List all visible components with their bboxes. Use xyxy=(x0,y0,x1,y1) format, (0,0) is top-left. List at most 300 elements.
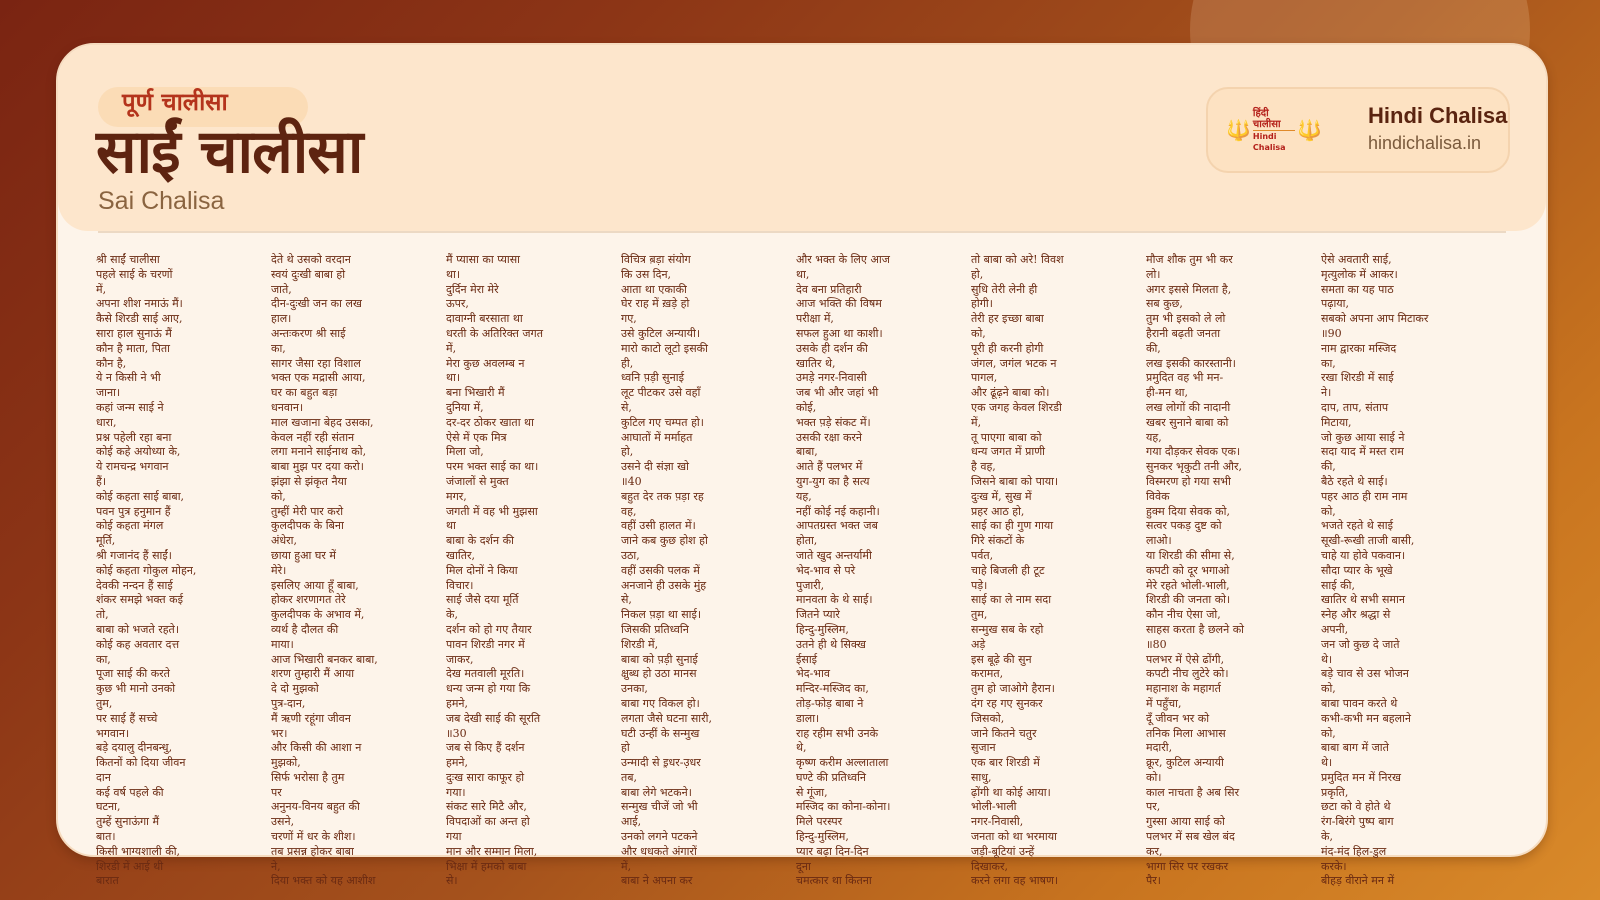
verse-line: ॥90 xyxy=(1321,326,1342,340)
verse-line: बाबा गए विकल हो। xyxy=(621,696,700,710)
verse-line: लाओ। xyxy=(1146,534,1172,548)
verse-line: पर, xyxy=(1146,800,1161,814)
verse-line: दंग रह गए सुनकर xyxy=(971,696,1043,710)
verse-line: बाबा लेगे भटकने। xyxy=(621,785,692,799)
verse-line: भक्त एक मद्रासी आया, xyxy=(271,371,366,385)
verse-line: उठा, xyxy=(621,548,640,562)
verse-line: वह, xyxy=(621,504,637,518)
verse-line: धन्य जगत में प्राणी xyxy=(971,445,1045,459)
verse-line: यह, xyxy=(1146,430,1162,444)
verse-line: जो कुछ आया साई ने xyxy=(1321,430,1405,444)
verse-line: था। xyxy=(446,371,461,385)
verse-line: सफल हुआ था काशी। xyxy=(796,326,883,340)
verse-line: भगवान। xyxy=(96,726,130,740)
verse-line: भेद-भाव xyxy=(796,667,830,681)
verse-line: तो, xyxy=(96,608,109,622)
verse-line: गिरे संकटों के xyxy=(971,534,1025,548)
verse-line: स्वयं दुःखी बाबा हो xyxy=(271,267,346,281)
verse-line: बाबा पावन करते थे xyxy=(1321,696,1398,710)
verse-line: मुझको, xyxy=(271,756,301,770)
verse-line: सुधि तेरी लेनी ही xyxy=(971,282,1038,296)
verse-line: लख इसकी कारस्तानी। xyxy=(1146,356,1236,370)
verse-line: मंद-मंद हिल-डुल xyxy=(1321,844,1387,858)
verse-line: राह रहीम सभी उनके xyxy=(796,726,879,740)
verse-line: अपनी, xyxy=(1321,622,1349,636)
verse-line: में, xyxy=(446,341,457,355)
verse-line: शिरडी की जनता को। xyxy=(1146,593,1231,607)
verse-line: नाम द्वारका मस्जिद xyxy=(1321,341,1397,355)
verse-line: से। xyxy=(446,874,458,888)
verse-line: ने, xyxy=(271,859,281,873)
verse-column-3 xyxy=(446,253,621,893)
verse-line: सब कुछ, xyxy=(1146,297,1183,311)
verse-line: सूखी-रूखी ताजी बासी, xyxy=(1321,534,1415,548)
verse-line: हो, xyxy=(621,445,634,459)
verse-line: नहीं कोई नई कहानी। xyxy=(796,504,880,518)
verse-line: जब से किए हैं दर्शन xyxy=(446,741,525,755)
verse-line: बना भिखारी मैं xyxy=(446,386,505,400)
verse-line: जंजालों से मुक्त xyxy=(446,474,509,488)
verse-line: हैं। xyxy=(96,474,107,488)
verse-line: पुत्र-दान, xyxy=(271,696,306,710)
verse-line: सन्मुख सब के रहो xyxy=(971,622,1044,636)
verse-line: प्रहर आठ हो, xyxy=(971,504,1025,518)
verse-line: पहले साई के चरणों xyxy=(96,267,173,281)
verse-line: केवल नहीं रही संतान xyxy=(271,430,355,444)
verse-line: है वह, xyxy=(971,460,996,474)
verse-line: जंगल, जगंल भटक न xyxy=(971,356,1057,370)
verse-line: थे, xyxy=(796,741,807,755)
logo-text-hindi: हिंदी चालीसा xyxy=(1253,108,1295,131)
verse-line: बाबा को प़ड़ी सुनाई xyxy=(621,652,698,666)
verse-line: था xyxy=(446,519,456,533)
verse-line: महानाश के महागर्त xyxy=(1146,682,1221,696)
verse-line: ये रामचन्द्र भगवान xyxy=(96,460,169,474)
verse-line: जिसको, xyxy=(971,711,1005,725)
verse-line: दुःख में, सुख में xyxy=(971,489,1032,503)
verse-line: बारात xyxy=(96,874,119,888)
verse-line: बाबा, xyxy=(796,445,818,459)
verse-line: की, xyxy=(1321,460,1336,474)
verse-line: पुजारी, xyxy=(796,578,825,592)
verse-line: हो, xyxy=(971,267,984,281)
verse-line: कई वर्ष पहले की xyxy=(96,785,164,799)
verse-line: कोई कहता गोकुल मोहन, xyxy=(96,563,197,577)
verse-line: तो बाबा को अरे! विवश xyxy=(971,253,1064,266)
verse-line: तुम्हें सुनाऊंगा मैं xyxy=(96,815,160,829)
verse-line: गया xyxy=(446,830,462,844)
verse-line: कर, xyxy=(1146,844,1163,858)
verse-line: था, xyxy=(796,267,810,281)
brand-logo xyxy=(1226,107,1322,152)
verse-line: को। xyxy=(1146,770,1162,784)
verse-line: बीहड़ वीराने मन में xyxy=(1321,874,1395,888)
page-title-english: Sai Chalisa xyxy=(98,187,225,215)
verse-line: मान और सम्मान मिला, xyxy=(446,844,538,858)
verse-line: उसे कुटिल अन्यायी। xyxy=(621,326,701,340)
verse-line: साई जैसे दया मूर्ति xyxy=(446,593,519,607)
verse-line: कुछ भी मानो उनको xyxy=(96,682,176,696)
verse-line: को, xyxy=(1321,682,1336,696)
verse-line: धरती के अतिरिक्त जगत xyxy=(446,326,543,340)
verse-line: जाने कितने चतुर xyxy=(971,726,1037,740)
verse-line: जन जो कुछ दे जाते xyxy=(1321,637,1400,651)
verse-line: ऊपर, xyxy=(446,297,469,311)
verse-line: कैसे शिरडी साई आए, xyxy=(96,312,183,326)
verse-line: देवकी नन्दन हैं साई xyxy=(96,578,173,592)
verse-line: आता था एकाकी xyxy=(621,282,687,296)
verse-line: विपदाओं का अन्त हो xyxy=(446,815,530,829)
verse-line: व्यर्थ है दौलत की xyxy=(271,622,339,636)
verse-line: सागर जैसा रहा विशाल xyxy=(271,356,361,370)
verse-line: चरणों में धर के शीश। xyxy=(271,830,356,844)
verse-line: पलभर में ऐसे ढोंगी, xyxy=(1146,652,1225,666)
verse-line: लगा मनाने साईनाथ को, xyxy=(271,445,367,459)
verse-column-7 xyxy=(1146,253,1321,893)
verse-line: साधु, xyxy=(971,770,992,784)
verse-line: मिले परस्पर xyxy=(796,815,843,829)
verse-line: प्रश्न पहेली रहा बना xyxy=(96,430,172,444)
verse-line: युग-युग का है सत्य xyxy=(796,474,870,488)
verse-line: गया दौड़कर सेवक एक। xyxy=(1146,445,1241,459)
verse-line: जड़ी-बूटियां उन्हें xyxy=(971,844,1035,858)
verse-line: बहुत देर तक प़ड़ा रह xyxy=(621,489,704,503)
verse-line: में, xyxy=(971,415,982,429)
verse-line: परम भक्त साई का था। xyxy=(446,460,539,474)
verse-line: ॥80 xyxy=(1146,637,1167,651)
verse-line: भेद-भाव से परे xyxy=(796,563,856,577)
verse-line: साई का ले नाम सदा xyxy=(971,593,1052,607)
verse-line: डाला। xyxy=(796,711,820,725)
verse-line: उनका, xyxy=(621,682,648,696)
verse-line: होकर शरणागत तेरे xyxy=(271,593,346,607)
verse-line: वहीं उसकी पलक में xyxy=(621,563,700,577)
verse-line: तू पाएगा बाबा को xyxy=(971,430,1042,444)
verse-line: विवेक xyxy=(1146,489,1170,503)
verse-line: को, xyxy=(1321,726,1336,740)
verse-line: कोई कहता मंगल xyxy=(96,519,164,533)
verse-line: सारा हाल सुनाऊं मैं xyxy=(96,326,172,340)
verse-line: प्यार बढ़ा दिन-दिन xyxy=(796,844,869,858)
verse-line: सदा याद में मस्त राम xyxy=(1321,445,1404,459)
verse-line: तोड़-फोड़ बाबा ने xyxy=(796,696,864,710)
verse-line: ऐसे में एक मित्र xyxy=(446,430,507,444)
verse-line: पढ़ाया, xyxy=(1321,297,1350,311)
verse-line: मिटाया, xyxy=(1321,415,1352,429)
verse-line: खातिर थे सभी समान xyxy=(1321,593,1405,607)
verse-line: मदारी, xyxy=(1146,741,1173,755)
verse-line: तब प्रसन्न होकर बाबा xyxy=(271,844,354,858)
verse-line: एक बार शिरडी में xyxy=(971,756,1040,770)
verse-line: भर। xyxy=(271,726,288,740)
verse-line: भक्त प़ड़े संकट में। xyxy=(796,415,871,429)
verse-column-5 xyxy=(796,253,971,893)
brand-box[interactable] xyxy=(1206,87,1510,173)
verse-line: कपटी नीच लुटेरे को। xyxy=(1146,667,1229,681)
verse-line: रखा शिरडी में साई xyxy=(1321,371,1394,385)
page-title: साईं चालीसा xyxy=(96,117,363,187)
verse-line: में पहुँचा, xyxy=(1146,696,1182,710)
verse-line: के, xyxy=(1321,830,1333,844)
verse-line: कौन है, xyxy=(96,356,127,370)
verse-line: करके। xyxy=(1321,859,1347,873)
verse-line: में, xyxy=(96,282,107,296)
verse-line: सौदा प्यार के भूखे xyxy=(1321,563,1393,577)
verse-line: ही-मन था, xyxy=(1146,386,1188,400)
verse-line: हमने, xyxy=(446,756,469,770)
verse-line: मैं प्यासा का प्यासा xyxy=(446,253,521,266)
verse-line: जितने प्यारे xyxy=(796,608,840,622)
verse-line: घण्टे की प्रतिध्वनि xyxy=(796,770,867,784)
verse-line: ऐसे अवतारी साई, xyxy=(1321,253,1392,266)
verse-line: भोली-भाली xyxy=(971,800,1017,814)
verse-line: अनुनय-विनय बहुत की xyxy=(271,800,360,814)
verse-line: थे। xyxy=(1321,652,1333,666)
verse-line: बाबा को भजते रहते। xyxy=(96,622,179,636)
verse-line: शंकर समझे भक्त कई xyxy=(96,593,183,607)
verse-line: अपना शीश नमाऊं मैं। xyxy=(96,297,183,311)
verse-line: साई का ही गुण गाया xyxy=(971,519,1054,533)
verse-line: ध्वनि प़ड़ी सुनाई xyxy=(621,371,684,385)
verse-line: देव बना प्रतिहारी xyxy=(796,282,862,296)
verse-column-4 xyxy=(621,253,796,893)
verse-line: परीक्षा में, xyxy=(796,312,834,326)
verse-line: अड़े xyxy=(971,637,986,651)
verse-line: बाबा के दर्शन की xyxy=(446,534,514,548)
verse-line: तुम, xyxy=(971,608,988,622)
verse-line: लूट पीटकर उसे वहाँ xyxy=(621,386,701,400)
verse-line: धनवान। xyxy=(271,400,304,414)
verse-line: सुनकर भृकुटी तनी और, xyxy=(1146,460,1243,474)
verse-line: तुम, xyxy=(96,696,113,710)
verse-line: पागल, xyxy=(971,371,998,385)
verse-line: पर xyxy=(271,785,282,799)
verse-line: होगी। xyxy=(971,297,993,311)
verse-line: दुनिया में, xyxy=(446,400,484,414)
verse-line: विचित्र ब़ड़ा संयोग xyxy=(621,253,691,266)
subtitle: पूर्ण चालीसा xyxy=(122,88,228,116)
verse-column-6 xyxy=(971,253,1146,893)
verse-line: थे। xyxy=(1321,756,1333,770)
verse-line: प्रमुदित मन में निरख xyxy=(1321,770,1401,784)
verse-line: अनजाने ही उसके मुंह xyxy=(621,578,707,592)
verse-line: आपतग्रस्त भक्त जब xyxy=(796,519,878,533)
verse-column-1 xyxy=(96,253,271,893)
logo-text-english: Hindi Chalisa xyxy=(1252,131,1286,152)
verse-line: मस्जिद का कोना-कोना। xyxy=(796,800,891,814)
verse-line: मगर, xyxy=(446,489,467,503)
verse-line: दिखाकर, xyxy=(971,859,1008,873)
verse-line: उतने ही थे सिक्ख xyxy=(796,637,866,651)
verse-line: सिर्फ भरोसा है तुम xyxy=(271,770,345,784)
verse-line: था। xyxy=(446,267,461,281)
verse-line: झंझा से झंकृत नैया xyxy=(271,474,347,488)
verse-line: निकल प़ड़ा था साई। xyxy=(621,608,702,622)
verse-line: तेरी हर इच्छा बाबा xyxy=(971,312,1044,326)
verse-line: धारा, xyxy=(96,415,117,429)
verse-line: सुजान xyxy=(971,741,996,755)
verse-line: बड़े चाव से उस भोजन xyxy=(1321,667,1409,681)
verse-line: पड़े। xyxy=(971,578,988,592)
verse-line: तुम भी इसको ले लो xyxy=(1146,312,1226,326)
verse-line: आघातों में मर्माहत xyxy=(621,430,693,444)
verse-line: का, xyxy=(96,652,111,666)
verse-line: किसी भाग्यशाली की, xyxy=(96,844,181,858)
verse-line: बैठे रहते थे साई। xyxy=(1321,474,1388,488)
verse-line: बड़े दयालु दीनबन्धु, xyxy=(96,741,173,755)
verse-line: बाबा मुझ पर दया करो। xyxy=(271,460,364,474)
verse-line: ॥30 xyxy=(446,726,467,740)
verse-line: लो। xyxy=(1146,267,1161,281)
verse-line: उनको लगने पटकने xyxy=(621,830,698,844)
verse-line: विचार। xyxy=(446,578,474,592)
verse-line: घेर राह में ख़ड़े हो xyxy=(621,297,690,311)
verse-line: जनता को था भरमाया xyxy=(971,830,1057,844)
verse-line: कौन है माता, पिता xyxy=(96,341,170,355)
verse-line: कभी-कभी मन बहलाने xyxy=(1321,711,1411,725)
verse-line: हो xyxy=(621,741,630,755)
verse-line: में, xyxy=(621,859,632,873)
verse-line: क्रूर, कुटिल अन्यायी xyxy=(1146,756,1224,770)
verse-line: दुःख सारा काफूर हो xyxy=(446,770,525,784)
verse-line: देते थे उसको वरदान xyxy=(271,253,351,266)
verse-line: लगता जैसे घटना सारी, xyxy=(621,711,712,725)
verse-line: साहस करता है छलने को xyxy=(1146,622,1245,636)
verse-line: तुम हो जाओगे हैरान। xyxy=(971,682,1055,696)
verse-line: जाने कब कुछ होश हो xyxy=(621,534,708,548)
brand-name: Hindi Chalisa xyxy=(1368,103,1508,128)
verse-line: को, xyxy=(271,489,286,503)
verse-line: की, xyxy=(1146,341,1161,355)
verse-line: को, xyxy=(971,326,986,340)
verse-line: छाया हुआ घर में xyxy=(271,548,336,562)
verse-line: बात। xyxy=(96,830,116,844)
verse-line: ढ़ोंगी था कोई आया। xyxy=(971,785,1051,799)
verse-line: तनिक मिला आभास xyxy=(1146,726,1226,740)
verse-line: कृष्ण करीम अल्लाताला xyxy=(796,756,889,770)
verse-line: हमने, xyxy=(446,696,469,710)
verse-line: मौज शौक तुम भी कर xyxy=(1146,253,1233,266)
verse-line: मानवता के थे साई। xyxy=(796,593,873,607)
brand-url[interactable]: hindichalisa.in xyxy=(1368,133,1482,153)
verse-line: उन्मादी से इ़धर-उ़धर xyxy=(621,756,701,770)
verse-line: कितनों को दिया जीवन xyxy=(96,756,186,770)
verse-line: साई की, xyxy=(1321,578,1355,592)
verse-line: दाप, ताप, संताप xyxy=(1321,400,1389,414)
verse-line: अगर इससे मिलता है, xyxy=(1146,282,1232,296)
verse-line: दीन-दुःखी जन का लख xyxy=(271,297,362,311)
verse-line: आते हैं पलभर में xyxy=(796,460,863,474)
verse-line: मिला जो, xyxy=(446,445,484,459)
verse-line: कपटी को दूर भगाओ xyxy=(1146,563,1230,577)
verse-line: मृत्युलोक में आकर। xyxy=(1321,267,1398,281)
verse-line: कोई, xyxy=(796,400,817,414)
verse-line: पूजा साई की करते xyxy=(96,667,170,681)
verse-line: सत्वर पकड़ दुष्ट को xyxy=(1146,519,1222,533)
verse-line: अन्तःकरण श्री साई xyxy=(271,326,346,340)
verse-line: उसकी रक्षा करने xyxy=(796,430,863,444)
verse-line: होता, xyxy=(796,534,818,548)
verse-line: कुलदीपक के अभाव में, xyxy=(271,608,365,622)
verse-line: माया। xyxy=(271,637,294,651)
verse-line: सबको अपना आप मिटाकर xyxy=(1321,312,1429,326)
trident-icon: 🔱 xyxy=(1297,118,1322,142)
verse-line: दूना xyxy=(796,859,811,873)
verse-line: उसके ही दर्शन की xyxy=(796,341,868,355)
verse-line: बाबा ने अपना कर xyxy=(621,874,693,888)
verse-line: भागा सिर पर रखकर xyxy=(1146,859,1229,873)
verse-line: दर-दर ठोकर खाता था xyxy=(446,415,534,429)
header-divider xyxy=(98,231,1506,233)
verse-line: का, xyxy=(271,341,286,355)
verse-line: जाते, xyxy=(271,282,292,296)
verse-line: दे दो मुझको xyxy=(271,682,319,696)
verse-line: श्री गजानंद हैं साईं। xyxy=(96,548,172,562)
verse-line: के, xyxy=(446,608,458,622)
verse-line: दिया भक्त को यह आशीश xyxy=(271,874,376,888)
verse-line: हैरानी बढ़ती जनता xyxy=(1146,326,1221,340)
verse-line: ईसाई xyxy=(796,652,818,666)
verse-line: खातिर, xyxy=(446,548,475,562)
verse-line: ये न किसी ने भी xyxy=(96,371,161,385)
verse-line: या शिरडी की सीमा से, xyxy=(1146,548,1235,562)
verse-line: दावाग्नी बरसाता था xyxy=(446,312,523,326)
verse-line: हिन्दु-मुस्लिम, xyxy=(796,830,849,844)
verse-line: आज भक्ति की विषम xyxy=(796,297,882,311)
verse-line: नगर-निवासी, xyxy=(971,815,1024,829)
verse-line: शरण तुम्हारी मैं आया xyxy=(271,667,355,681)
verse-line: शिरडी में, xyxy=(621,637,659,651)
verse-line: कहां जन्म साई ने xyxy=(96,400,164,414)
verse-line: और ढूंढ़ने बाबा को। xyxy=(971,386,1050,400)
verse-line: पर साई हैं सच्चे xyxy=(96,711,158,725)
verse-line: मेरे रहते भोली-भाली, xyxy=(1146,578,1230,592)
verse-columns xyxy=(96,253,1576,893)
verse-line: माल खजाना बेहद उसका, xyxy=(271,415,374,429)
verse-line: पैर। xyxy=(1146,874,1161,888)
verse-line: मेरे। xyxy=(271,563,287,577)
verse-line: एक जगह केवल शिरडी xyxy=(971,400,1062,414)
verse-line: कुलदीपक के बिना xyxy=(271,519,344,533)
verse-line: मेरा कुछ अवलम्ब न xyxy=(446,356,525,370)
verse-line: श्री साईं चालीसा xyxy=(96,253,160,266)
verse-line: मिल दोनों ने किया xyxy=(446,563,518,577)
verse-line: ॥40 xyxy=(621,474,642,488)
verse-line: तब, xyxy=(621,770,638,784)
verse-line: पहर आठ ही राम नाम xyxy=(1321,489,1408,503)
verse-line: से, xyxy=(621,400,632,414)
verse-line: और धधकते अंगारों xyxy=(621,844,697,858)
verse-line: खातिर थे, xyxy=(796,356,836,370)
verse-line: और किसी की आशा न xyxy=(271,741,362,755)
verse-line: को, xyxy=(1321,504,1336,518)
verse-line: खबर सुनाने बाबा को xyxy=(1146,415,1229,429)
verse-line: कोई कहता साई बाबा, xyxy=(96,489,185,503)
verse-line: हाल। xyxy=(271,312,292,326)
verse-line: कोई कहे अयोध्या के, xyxy=(96,445,181,459)
verse-line: कौन नीच ऐसा जो, xyxy=(1146,608,1221,622)
verse-column-2 xyxy=(271,253,446,893)
verse-column-8 xyxy=(1321,253,1496,893)
verse-line: पर्वत, xyxy=(971,548,994,562)
verse-line: संकट सारे मिटै और, xyxy=(446,800,527,814)
verse-line: उसने दी संज्ञा खो xyxy=(621,460,689,474)
verse-line: इस बूढ़े की सुन xyxy=(971,652,1032,666)
verse-line: आई, xyxy=(621,815,642,829)
verse-line: चमत्कार था कितना xyxy=(796,874,872,888)
verse-line: जिसने बाबा को पाया। xyxy=(971,474,1059,488)
verse-line: जब भी और जहां भी xyxy=(796,386,879,400)
